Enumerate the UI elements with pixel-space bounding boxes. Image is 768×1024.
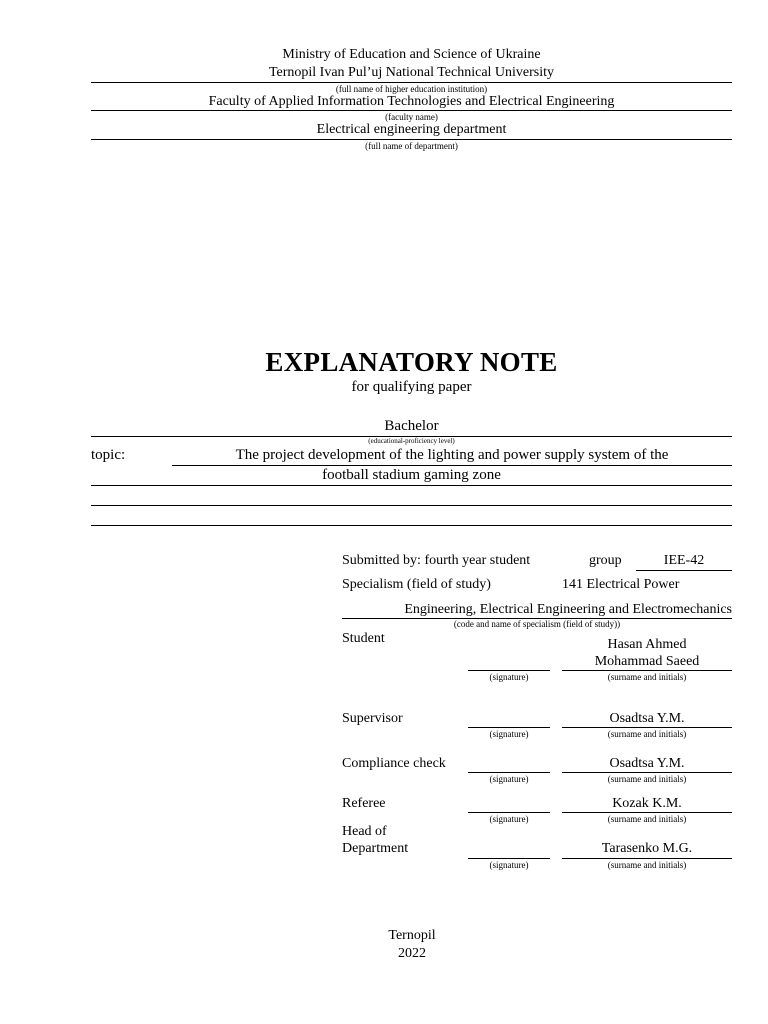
university-caption: (full name of higher education institution)	[335, 84, 488, 94]
topic-line-2: football stadium gaming zone	[322, 467, 501, 483]
university-name: Ternopil Ivan Pul’uj National Technical University	[268, 65, 555, 80]
compliance-check-label: Compliance check	[342, 756, 446, 771]
divider	[91, 525, 732, 526]
divider	[91, 485, 732, 486]
group-label: group	[589, 553, 622, 568]
signature-caption: (signature)	[489, 814, 529, 824]
head-of-department-label-1: Head of	[342, 824, 387, 839]
signature-caption: (signature)	[489, 672, 529, 682]
student-name-line-1: Hasan Ahmed	[607, 637, 687, 652]
name-caption: (surname and initials)	[607, 774, 687, 784]
signature-line	[468, 858, 550, 859]
head-of-department-name: Tarasenko M.G.	[601, 841, 693, 856]
year: 2022	[398, 946, 426, 961]
signature-caption: (signature)	[489, 774, 529, 784]
faculty-name: Faculty of Applied Information Technologies and Electrical Engineering	[208, 94, 615, 109]
proficiency-level-caption: (educational-proficiency level)	[368, 437, 455, 445]
referee-label: Referee	[342, 796, 386, 811]
signature-line	[468, 670, 550, 671]
document-title: EXPLANATORY NOTE	[265, 347, 558, 377]
name-line	[562, 858, 732, 859]
submitted-by: Submitted by: fourth year student	[342, 553, 531, 568]
signature-caption: (signature)	[489, 860, 529, 870]
divider	[91, 505, 732, 506]
department-name: Electrical engineering department	[316, 122, 507, 137]
topic-line-1: The project development of the lighting and power supply system of the	[235, 447, 669, 463]
student-name-line-2: Mohammad Saeed	[594, 654, 700, 669]
divider	[91, 82, 732, 83]
topic-label: topic:	[91, 447, 126, 463]
name-line	[562, 772, 732, 773]
proficiency-level: Bachelor	[384, 418, 439, 434]
divider	[172, 465, 732, 466]
compliance-check-name: Osadtsa Y.M.	[609, 756, 685, 771]
name-line	[562, 727, 732, 728]
divider	[636, 570, 732, 571]
name-caption: (surname and initials)	[607, 860, 687, 870]
specialism-label: Specialism (field of study)	[342, 577, 491, 592]
signature-line	[468, 727, 550, 728]
ministry-name: Ministry of Education and Science of Ukraine	[282, 47, 541, 62]
specialism-caption: (code and name of specialism (field of study))	[453, 619, 621, 629]
department-caption: (full name of department)	[365, 141, 458, 151]
supervisor-name: Osadtsa Y.M.	[609, 711, 685, 726]
signature-line	[468, 772, 550, 773]
name-caption: (surname and initials)	[607, 672, 687, 682]
divider	[91, 139, 732, 140]
document-subtitle: for qualifying paper	[351, 379, 472, 395]
specialism-value-2: Engineering, Electrical Engineering and Electromechanics	[404, 602, 732, 617]
faculty-caption: (faculty name)	[385, 112, 438, 122]
referee-name: Kozak K.M.	[612, 796, 682, 811]
signature-line	[468, 812, 550, 813]
name-caption: (surname and initials)	[607, 729, 687, 739]
group-value: IEE-42	[663, 553, 705, 568]
divider	[91, 110, 732, 111]
signature-caption: (signature)	[489, 729, 529, 739]
specialism-value: 141 Electrical Power	[562, 577, 680, 592]
supervisor-label: Supervisor	[342, 711, 403, 726]
student-label: Student	[342, 631, 385, 646]
name-line	[562, 670, 732, 671]
name-line	[562, 812, 732, 813]
name-caption: (surname and initials)	[607, 814, 687, 824]
city: Ternopil	[388, 928, 436, 943]
head-of-department-label-2: Department	[342, 841, 409, 856]
